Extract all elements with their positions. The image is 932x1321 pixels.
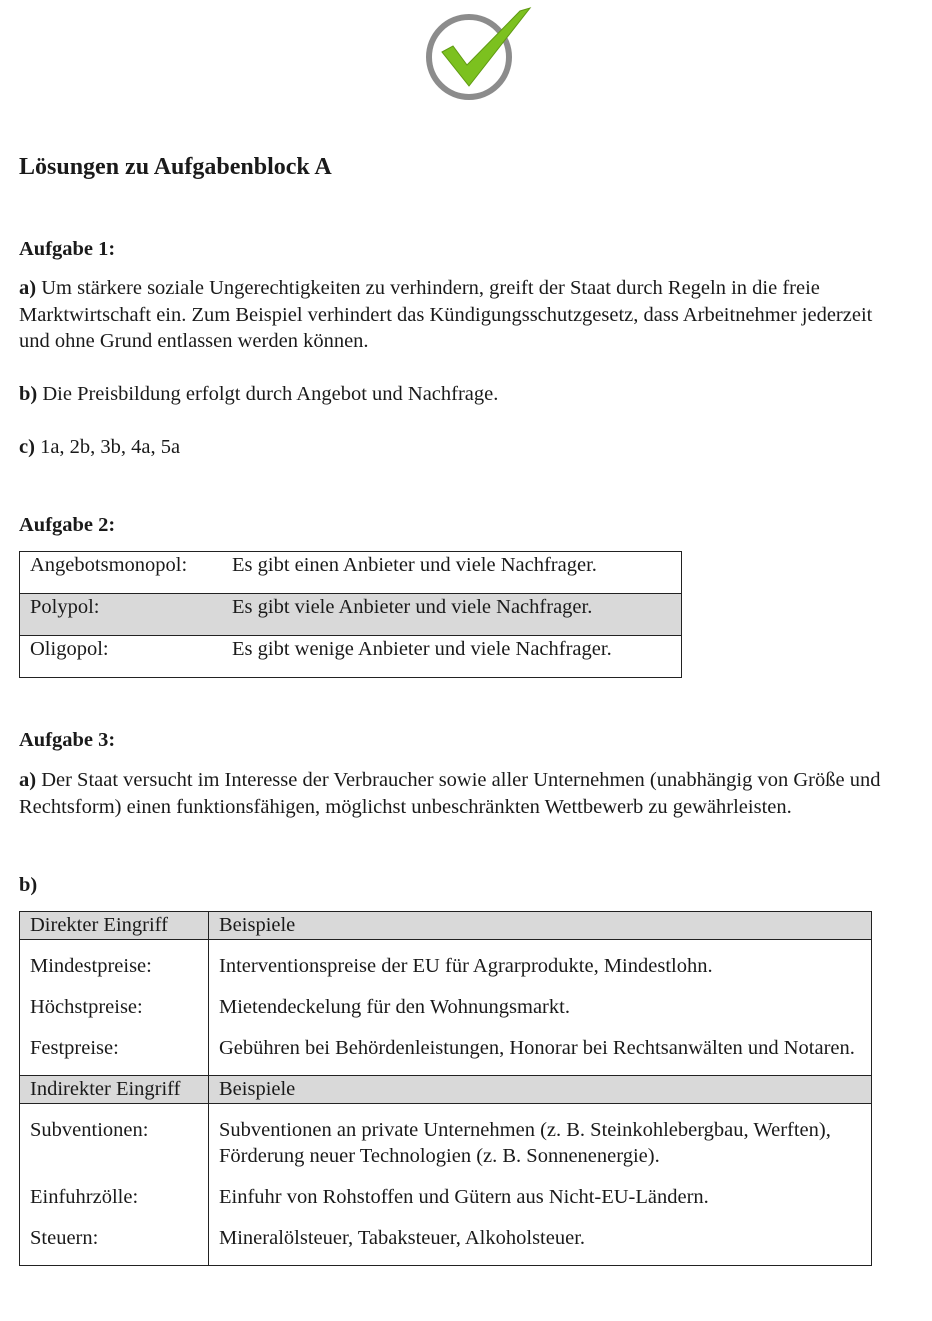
term-cell: Steuern: bbox=[20, 1210, 209, 1266]
aufgabe1-c bbox=[19, 434, 899, 461]
aufgabe3-b-label: b) bbox=[19, 874, 38, 896]
aufgabe1-b-label: b) bbox=[19, 383, 38, 405]
aufgabe1-a bbox=[19, 275, 899, 355]
aufgabe3-a-text: Der Staat versucht im Interesse der Verbraucher sowie aller Unternehmen (unabhängig von Größe und Rechtsform) einen funktionsfähigen, möglichst unbeschränkten Wettbewerb zu gewährleisten. bbox=[19, 769, 881, 818]
table-row bbox=[20, 1020, 872, 1076]
desc-cell: Subventionen an private Unternehmen (z. B. Steinkohlebergbau, Werften), Förderung neuer Technologien (z. B. Sonnenenergie). bbox=[209, 1104, 872, 1170]
term-cell: Festpreise: bbox=[20, 1020, 209, 1076]
term-cell: Polypol: bbox=[20, 594, 223, 636]
aufgabe1-a-label: a) bbox=[19, 277, 37, 299]
header-cell: Indirekter Eingriff bbox=[20, 1076, 209, 1104]
table-row bbox=[20, 552, 682, 594]
term-cell: Mindestpreise: bbox=[20, 940, 209, 980]
term-cell: Höchstpreise: bbox=[20, 979, 209, 1020]
term-cell: Angebotsmonopol: bbox=[20, 552, 223, 594]
term-cell: Subventionen: bbox=[20, 1104, 209, 1170]
table-row bbox=[20, 1169, 872, 1210]
header-cell: Direkter Eingriff bbox=[20, 912, 209, 940]
desc-cell: Es gibt einen Anbieter und viele Nachfrager. bbox=[222, 552, 682, 594]
aufgabe1-heading: Aufgabe 1: bbox=[19, 238, 116, 260]
desc-cell: Es gibt wenige Anbieter und viele Nachfrager. bbox=[222, 636, 682, 678]
table-row bbox=[20, 636, 682, 678]
term-cell: Oligopol: bbox=[20, 636, 223, 678]
term-cell: Einfuhrzölle: bbox=[20, 1169, 209, 1210]
table-row bbox=[20, 979, 872, 1020]
desc-cell: Einfuhr von Rohstoffen und Gütern aus Nicht-EU-Ländern. bbox=[209, 1169, 872, 1210]
aufgabe1-c-text: 1a, 2b, 3b, 4a, 5a bbox=[40, 436, 181, 458]
table-row bbox=[20, 1210, 872, 1266]
aufgabe1-c-label: c) bbox=[19, 436, 35, 458]
desc-cell: Mietendeckelung für den Wohnungsmarkt. bbox=[209, 979, 872, 1020]
market-forms-table bbox=[19, 551, 682, 678]
aufgabe1-b-text: Die Preisbildung erfolgt durch Angebot und Nachfrage. bbox=[42, 383, 499, 405]
table-row bbox=[20, 594, 682, 636]
header-cell: Beispiele bbox=[209, 912, 872, 940]
table-header-row bbox=[20, 912, 872, 940]
aufgabe1-b bbox=[19, 381, 899, 408]
aufgabe2-heading: Aufgabe 2: bbox=[19, 514, 116, 536]
desc-cell: Mineralölsteuer, Tabaksteuer, Alkoholsteuer. bbox=[209, 1210, 872, 1266]
desc-cell: Es gibt viele Anbieter und viele Nachfrager. bbox=[222, 594, 682, 636]
aufgabe3-a-label: a) bbox=[19, 769, 37, 791]
page-title: Lösungen zu Aufgabenblock A bbox=[19, 154, 332, 180]
desc-cell: Interventionspreise der EU für Agrarprodukte, Mindestlohn. bbox=[209, 940, 872, 980]
checkmark-circle-icon bbox=[420, 5, 532, 101]
intervention-table bbox=[19, 911, 872, 1266]
aufgabe1-a-text: Um stärkere soziale Ungerechtigkeiten zu verhindern, greift der Staat durch Regeln in die freie Marktwirtschaft ein. Zum Beispiel verhindert das Kündigungsschutzgesetz, dass Arbeitnehmer jederzeit und ohne Grund entlassen werden können. bbox=[19, 277, 873, 352]
table-header-row bbox=[20, 1076, 872, 1104]
table-row bbox=[20, 940, 872, 980]
aufgabe3-heading: Aufgabe 3: bbox=[19, 729, 116, 751]
desc-cell: Gebühren bei Behördenleistungen, Honorar bei Rechtsanwälten und Notaren. bbox=[209, 1020, 872, 1076]
aufgabe3-a bbox=[19, 767, 899, 820]
table-row bbox=[20, 1104, 872, 1170]
header-cell: Beispiele bbox=[209, 1076, 872, 1104]
